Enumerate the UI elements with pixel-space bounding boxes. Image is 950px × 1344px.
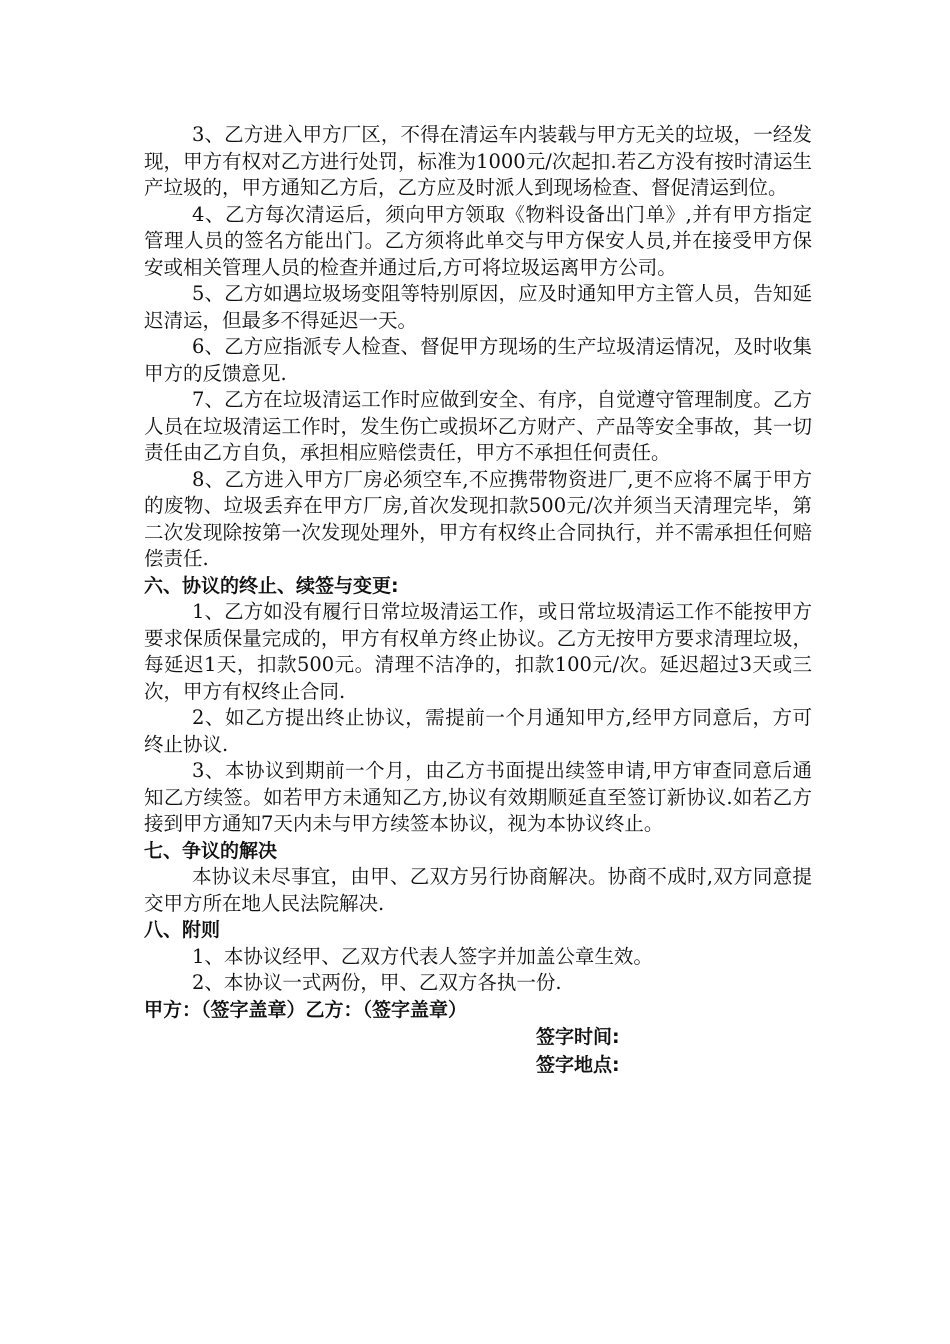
- signature-time-label: 签字时间:: [536, 1026, 620, 1048]
- clause-8-1: 1、本协议经甲、乙双方代表人签字并加盖公章生效。: [192, 944, 653, 968]
- clause-8-2: 2、本协议一式两份，甲、乙双方各执一份.: [192, 971, 562, 994]
- document-body: [144, 122, 812, 1079]
- clause-6-1: 1、乙方如没有履行日常垃圾清运工作，或日常垃圾清运工作不能按甲方要求保质保量完成的，甲方有权单方终止协议。乙方无按甲方要求清理垃圾，每延迟1天，扣款500元。清理不洁净的，扣款100元/次。延迟超过3天或三次，甲方有权终止合同.: [144, 600, 812, 703]
- section-8-heading: 八、附则: [144, 919, 221, 941]
- signature-line: 甲方：（签字盖章）乙方：（签字盖章）: [144, 998, 468, 1021]
- clause-5-4: 4、乙方每次清运后，须向甲方领取《物料设备出门单》,并有甲方指定管理人员的签名方能出门。乙方须将此单交与甲方保安人员,并在接受甲方保安或相关管理人员的检查并通过后,方可将垃圾运离甲方公司。: [144, 202, 812, 279]
- clause-5-5: 5、乙方如遇垃圾场变阻等特别原因，应及时通知甲方主管人员，告知延迟清运，但最多不得延迟一天。: [144, 282, 812, 332]
- clause-6-2: 2、如乙方提出终止协议，需提前一个月通知甲方,经甲方同意后，方可终止协议.: [144, 706, 812, 756]
- signature-place-label: 签字地点:: [536, 1054, 620, 1076]
- clause-6-3: 3、本协议到期前一个月，由乙方书面提出续签申请,甲方审查同意后通知乙方续签。如若甲方未通知乙方,协议有效期顺延直至签订新协议.如若乙方接到甲方通知7天内未与甲方续签本协议，视为本协议终止。: [144, 759, 812, 835]
- clause-5-7: 7、乙方在垃圾清运工作时应做到安全、有序，自觉遵守管理制度。乙方人员在垃圾清运工作时，发生伤亡或损坏乙方财产、产品等安全事故，其一切责任由乙方自负，承担相应赔偿责任，甲方不承担任何责任。: [144, 388, 812, 464]
- clause-5-8: 8、乙方进入甲方厂房必须空车,不应携带物资进厂,更不应将不属于甲方的废物、垃圾丢弃在甲方厂房,首次发现扣款500元/次并须当天清理完毕，第二次发现除按第一次发现处理外，甲方有权终止合同执行，并不需承担任何赔偿责任.: [144, 467, 812, 570]
- clause-5-6: 6、乙方应指派专人检查、督促甲方现场的生产垃圾清运情况，及时收集甲方的反馈意见.: [144, 335, 812, 385]
- section-6-heading: 六、协议的终止、续签与变更:: [144, 574, 399, 597]
- section-7-heading: 七、争议的解决: [144, 839, 278, 862]
- clause-7-text: 本协议未尽事宜，由甲、乙双方另行协商解决。协商不成时,双方同意提交甲方所在地人民法院解决.: [144, 865, 812, 915]
- clause-5-3: 3、乙方进入甲方厂区，不得在清运车内装载与甲方无关的垃圾，一经发现，甲方有权对乙方进行处罚，标准为1000元/次起扣.若乙方没有按时清运生产垃圾的，甲方通知乙方后，乙方应及时派人到现场检查、督促清运到位。: [144, 123, 812, 199]
